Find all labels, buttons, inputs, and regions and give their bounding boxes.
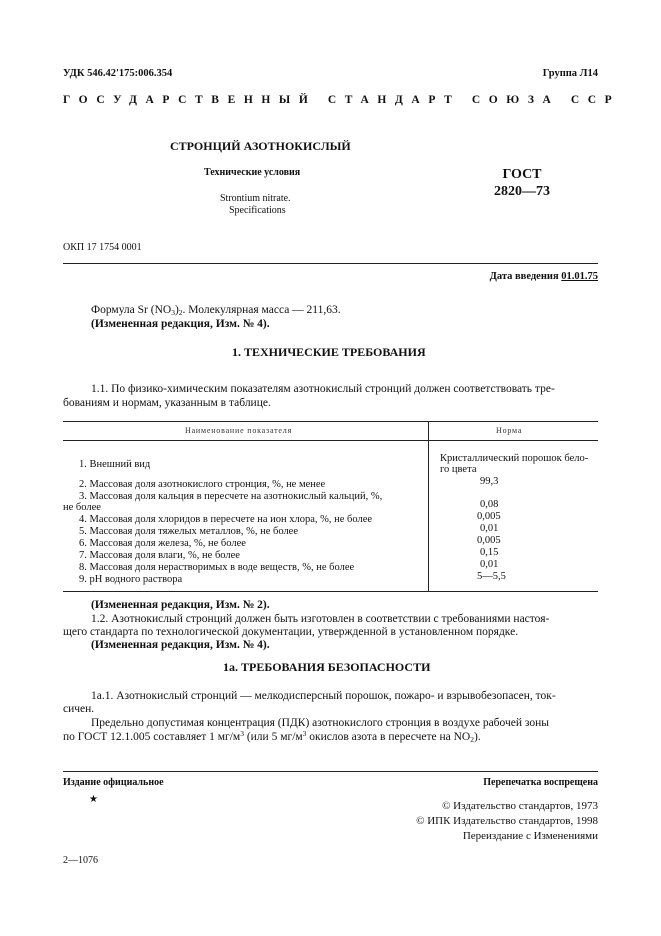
table-cell-norm: 0,08 bbox=[480, 499, 499, 510]
document-title: СТРОНЦИЙ АЗОТНОКИСЛЫЙ bbox=[170, 139, 351, 153]
superscript: 3 bbox=[240, 729, 244, 738]
paragraph-line: щего стандарта по технологической документации, утвержденной в установленном порядке. bbox=[63, 626, 519, 638]
formula-text: ) bbox=[174, 304, 179, 316]
reprint-prohibited-label: Перепечатка воспрещена bbox=[483, 777, 598, 788]
table-cell-norm: 0,01 bbox=[480, 559, 499, 570]
edition-note: (Измененная редакция, Изм. № 4). bbox=[91, 318, 270, 330]
table-cell-parameter: 8. Массовая доля нерастворимых в воде веществ, %, не более bbox=[79, 562, 355, 573]
table-cell-parameter: 7. Массовая доля влаги, %, не более bbox=[79, 550, 240, 561]
table-cell-norm: го цвета bbox=[440, 464, 477, 475]
section-heading: 1а. ТРЕБОВАНИЯ БЕЗОПАСНОСТИ bbox=[223, 660, 431, 674]
gost-number: 2820—73 bbox=[494, 184, 550, 199]
table-cell-parameter: 5. Массовая доля тяжелых металлов, %, не более bbox=[79, 526, 299, 537]
text-run: окислов азота в пересчете на NO bbox=[306, 731, 471, 743]
text-run: (или 5 мг/м bbox=[243, 731, 303, 743]
table-border bbox=[63, 591, 598, 592]
subscript: 2 bbox=[470, 735, 474, 744]
table-cell-norm: 0,15 bbox=[480, 547, 499, 558]
edition-note: (Измененная редакция, Изм. № 2). bbox=[91, 599, 270, 611]
copyright-line: © Издательство стандартов, 1973 bbox=[442, 800, 598, 812]
table-border bbox=[63, 440, 598, 441]
table-cell-parameter: 9. pH водного раствора bbox=[79, 574, 183, 585]
table-cell-parameter: 6. Массовая доля железа, %, не более bbox=[79, 538, 246, 549]
chemical-formula bbox=[91, 304, 341, 316]
table-cell-norm: 0,005 bbox=[477, 535, 501, 546]
table-cell-norm: Кристаллический порошок бело- bbox=[440, 453, 589, 464]
table-cell-parameter: 4. Массовая доля хлоридов в пересчете на ион хлора, %, не более bbox=[79, 514, 373, 525]
paragraph-line: 1.1. По физико-химическим показателям азотнокислый стронций должен соответствовать тре- bbox=[91, 383, 555, 395]
table-header-parameter: Наименование показателя bbox=[185, 426, 293, 435]
state-standard-heading: ГОСУДАРСТВЕННЫЙ СТАНДАРТ СОЮЗА ССР bbox=[63, 94, 621, 106]
edition-note: (Измененная редакция, Изм. № 4). bbox=[91, 639, 270, 651]
table-cell-norm: 5—5,5 bbox=[477, 571, 506, 582]
text-run: ). bbox=[473, 731, 481, 743]
table-cell-parameter: 1. Внешний вид bbox=[79, 459, 151, 470]
table-border bbox=[63, 421, 598, 422]
formula-subscript: 2 bbox=[178, 308, 183, 317]
superscript: 3 bbox=[302, 729, 307, 738]
divider bbox=[63, 263, 598, 264]
gost-designation bbox=[494, 166, 550, 200]
table-header-norm: Норма bbox=[496, 426, 523, 435]
paragraph-line: Предельно допустимая концентрация (ПДК) азотнокислого стронция в воздухе рабочей зоны bbox=[91, 717, 550, 729]
document-subtitle: Технические условия bbox=[204, 167, 301, 178]
group-code: Группа Л14 bbox=[542, 68, 598, 79]
table-cell-norm: 0,01 bbox=[480, 523, 499, 534]
section-heading: 1. ТЕХНИЧЕСКИЕ ТРЕБОВАНИЯ bbox=[232, 345, 426, 359]
table-cell-parameter: 2. Массовая доля азотнокислого стронция, %, не менее bbox=[79, 479, 326, 490]
paragraph-line bbox=[63, 731, 481, 743]
english-title-line-1: Strontium nitrate. bbox=[220, 193, 291, 204]
table-cell-parameter: 3. Массовая доля кальция в пересчете на азотнокислый кальций, %, bbox=[79, 491, 383, 502]
formula-subscript: 3 bbox=[171, 308, 175, 317]
udk-code: УДК 546.42'175:006.354 bbox=[63, 68, 173, 79]
intro-date bbox=[490, 271, 598, 282]
text-run: по ГОСТ 12.1.005 составляет 1 мг/м bbox=[63, 731, 241, 743]
gost-label: ГОСТ bbox=[502, 167, 542, 182]
okp-code: ОКП 17 1754 0001 bbox=[63, 242, 142, 253]
star-icon: ★ bbox=[89, 794, 98, 805]
intro-date-value: 01.01.75 bbox=[561, 271, 598, 282]
intro-date-label: Дата введения bbox=[489, 271, 559, 282]
reissue-note: Переиздание с Изменениями bbox=[462, 830, 598, 842]
divider bbox=[63, 771, 598, 772]
copyright-line: © ИПК Издательство стандартов, 1998 bbox=[416, 815, 598, 827]
print-code: 2—1076 bbox=[63, 855, 98, 866]
table-column-divider bbox=[428, 421, 429, 591]
paragraph-line: 1а.1. Азотнокислый стронций — мелкодисперсный порошок, пожаро- и взрывобезопасен, ток- bbox=[91, 690, 556, 702]
table-cell-parameter: не более bbox=[63, 502, 101, 513]
paragraph-line: 1.2. Азотнокислый стронций должен быть изготовлен в соответствии с требованиями настоя- bbox=[91, 613, 550, 625]
paragraph-line: сичен. bbox=[63, 703, 95, 715]
english-title-line-2: Specifications bbox=[229, 205, 286, 216]
table-cell-norm: 0,005 bbox=[477, 511, 501, 522]
official-edition-label: Издание официальное bbox=[63, 777, 164, 788]
table-cell-norm: 99,3 bbox=[480, 476, 499, 487]
formula-text: Формула Sr (NO bbox=[91, 304, 172, 316]
paragraph-line: бованиям и нормам, указанным в таблице. bbox=[63, 397, 271, 409]
formula-text: . Молекулярная масса — 211,63. bbox=[182, 304, 341, 316]
